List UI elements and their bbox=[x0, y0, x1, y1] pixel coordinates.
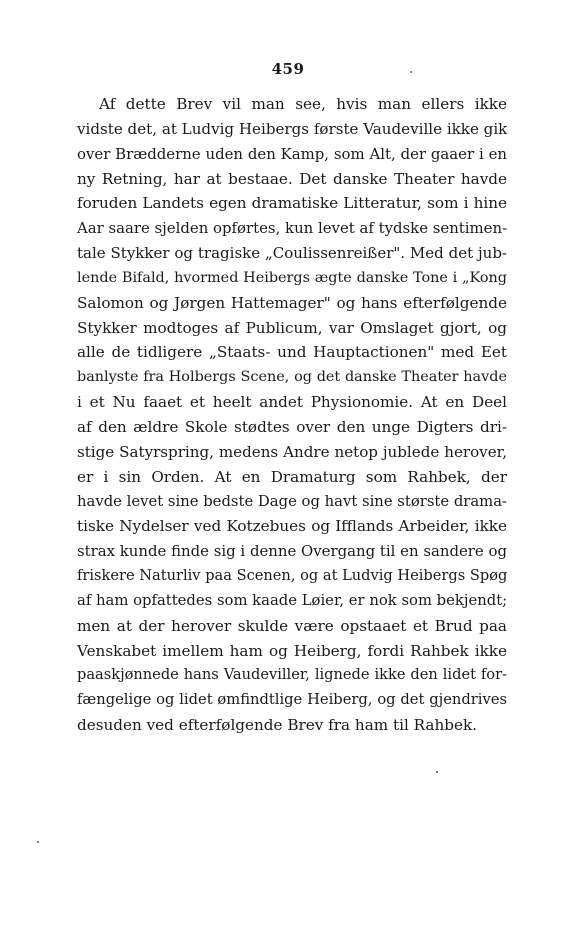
text-line: af den ældre Skole stødtes over den unge Digters dri- bbox=[77, 417, 507, 436]
text-line: Stykker modtoges af Publicum, var Omslaget gjort, og bbox=[77, 318, 507, 337]
page-number: 459 bbox=[271, 60, 305, 78]
text-line: desuden ved efterfølgende Brev fra ham til Rahbek. bbox=[77, 716, 477, 735]
text-line: vidste det, at Ludvig Heibergs første Vaudeville ikke gik bbox=[77, 119, 507, 138]
text-line: Aar saare sjelden opførtes, kun levet af tydske sentimen- bbox=[77, 219, 507, 238]
text-line: Venskabet imellem ham og Heiberg, fordi Rahbek ikke bbox=[77, 641, 507, 660]
text-line: lende Bifald, hvormed Heibergs ægte danske Tone i „Kong bbox=[77, 269, 507, 286]
text-line: er i sin Orden. At en Dramaturg som Rahbek, der bbox=[77, 467, 507, 486]
text-line: fængelige og lidet ømfindtlige Heiberg, og det gjendrives bbox=[77, 691, 507, 709]
body-paragraph bbox=[77, 92, 507, 738]
text-line: tale Stykker og tragiske „Coulissenreißer". Med det jub- bbox=[77, 244, 507, 263]
text-line: af ham opfattedes som kaade Løier, er nok som bekjendt; bbox=[77, 591, 507, 609]
print-speck bbox=[436, 771, 438, 773]
text-line: friskere Naturliv paa Scenen, og at Ludvig Heibergs Spøg bbox=[77, 567, 507, 585]
print-speck bbox=[37, 841, 39, 843]
text-line: ny Retning, har at bestaae. Det danske Theater havde bbox=[77, 169, 507, 188]
text-line: havde levet sine bedste Dage og havt sine største drama- bbox=[77, 492, 507, 510]
text-line: Af dette Brev vil man see, hvis man ellers ikke bbox=[99, 95, 507, 113]
text-line: paaskjønnede hans Vaudeviller, lignede ikke den lidet for- bbox=[77, 666, 507, 684]
text-line: alle de tidligere „Staats- und Hauptactionen" med Eet bbox=[77, 343, 507, 362]
print-speck bbox=[410, 71, 412, 73]
text-line: foruden Landets egen dramatiske Litteratur, som i hine bbox=[77, 194, 507, 213]
text-line: strax kunde finde sig i denne Overgang til en sandere og bbox=[77, 542, 507, 561]
text-line: men at der herover skulde være opstaaet et Brud paa bbox=[77, 616, 507, 635]
text-line: Salomon og Jørgen Hattemager" og hans efterfølgende bbox=[77, 293, 507, 312]
text-line: banlyste fra Holbergs Scene, og det danske Theater havde bbox=[77, 369, 507, 386]
text-line: i et Nu faaet et heelt andet Physionomie. At en Deel bbox=[77, 393, 507, 412]
text-line: stige Satyrspring, medens Andre netop jublede herover, bbox=[77, 442, 507, 461]
text-line: tiske Nydelser ved Kotzebues og Ifflands Arbeider, ikke bbox=[77, 517, 507, 536]
text-line: over Brædderne uden den Kamp, som Alt, der gaaer i en bbox=[77, 144, 507, 163]
